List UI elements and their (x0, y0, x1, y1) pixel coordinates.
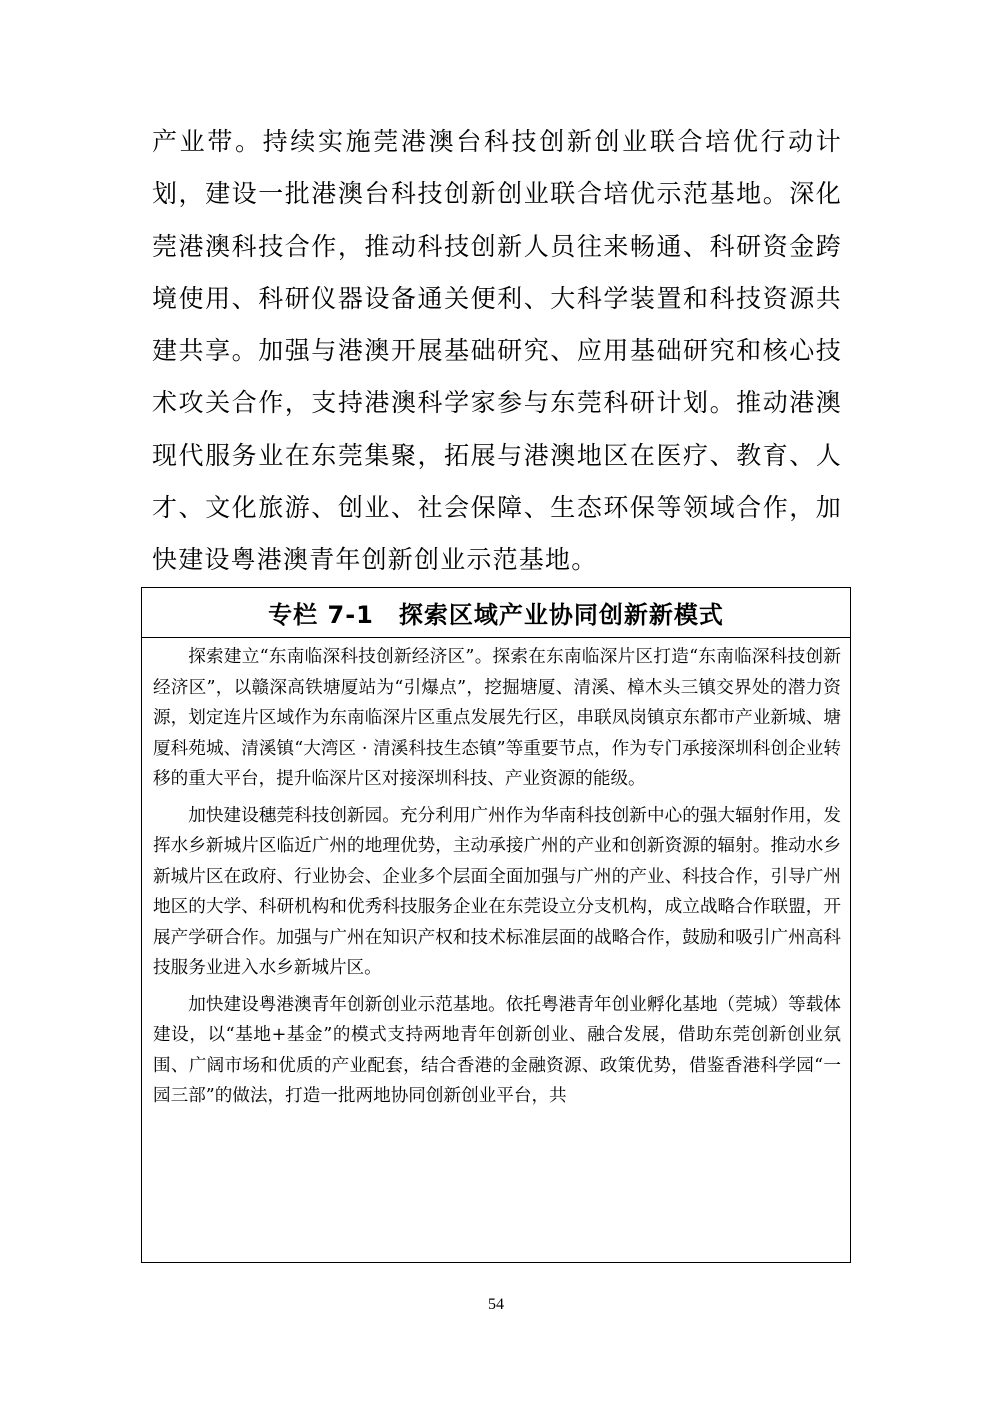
body-paragraph: 产业带。持续实施莞港澳台科技创新创业联合培优行动计划，建设一批港澳台科技创新创业联合培优示范基地。深化莞港澳科技合作，推动科技创新人员往来畅通、科研资金跨境使用、科研仪器设备通关便利、大科学装置和科技资源共建共享。加强与港澳开展基础研究、应用基础研究和核心技术攻关合作，支持港澳科学家参与东莞科研计划。推动港澳现代服务业在东莞集聚，拓展与港澳地区在医疗、教育、人才、文化旅游、创业、社会保障、生态环保等领域合作，加快建设粤港澳青年创新创业示范基地。 (152, 127, 842, 575)
feature-box-body (142, 642, 850, 1112)
feature-box (141, 587, 851, 1263)
feature-paragraph-2: 加快建设穗莞科技创新园。充分利用广州作为华南科技创新中心的强大辐射作用，发挥水乡新城片区临近广州的地理优势，主动承接广州的产业和创新资源的辐射。推动水乡新城片区在政府、行业协会、企业多个层面全面加强与广州的产业、科技合作，引导广州地区的大学、科研机构和优秀科技服务企业在东莞设立分支机构，成立战略合作联盟，开展产学研合作。加强与广州在知识产权和技术标准层面的战略合作，鼓励和吸引广州高科技服务业进入水乡新城片区。 (153, 805, 841, 978)
feature-box-title: 专栏 7-1 探索区域产业协同创新新模式 (142, 588, 850, 638)
page-number: 54 (488, 1296, 504, 1313)
feature-paragraph-1: 探索建立“东南临深科技创新经济区”。探索在东南临深片区打造“东南临深科技创新经济区”，以赣深高铁塘厦站为“引爆点”，挖掘塘厦、清溪、樟木头三镇交界处的潜力资源，划定连片区域作为东南临深片区重点发展先行区，串联凤岗镇京东都市产业新城、塘厦科苑城、清溪镇“大湾区 · 清溪科技生态镇”等重要节点，作为专门承接深圳科创企业转移的重大平台，提升临深片区对接深圳科技、产业资源的能级。 (153, 647, 841, 789)
feature-paragraph-3: 加快建设粤港澳青年创新创业示范基地。依托粤港青年创业孵化基地（莞城）等载体建设，以“基地+基金”的模式支持两地青年创新创业、融合发展，借助东莞创新创业氛围、广阔市场和优质的产业配套，结合香港的金融资源、政策优势，借鉴香港科学园“一园三部”的做法，打造一批两地协同创新创业平台，共 (153, 994, 841, 1106)
